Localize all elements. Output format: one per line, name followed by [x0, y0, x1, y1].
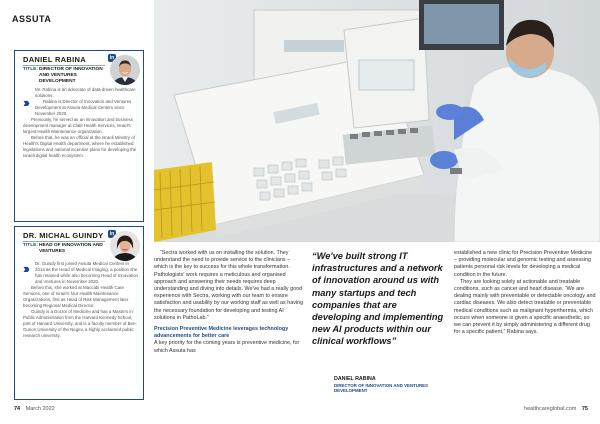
- article-column-1: [154, 250, 305, 355]
- site-url[interactable]: healthcareglobal.com: [524, 406, 577, 412]
- profile-name: DANIEL RABINA: [23, 55, 86, 64]
- article-column-3: [454, 250, 596, 336]
- profile-bio: [23, 261, 139, 339]
- profile-divider: [23, 241, 105, 242]
- footer-left: [14, 406, 55, 412]
- avatar-rabina: [110, 55, 140, 85]
- profile-title: DIRECTOR OF INNOVATION AND VENTURES DEVELOPMENT: [39, 67, 103, 84]
- body-paragraph: They are looking solely at actionable and treatable conditions, such as cancer and heart disease. “We are dealing mainly with preventable or detectable oncology and cardiac diseases. We also detect treatable or preventable medical conditions such as malignant hyperthermia, which occurs when someone is given a specific anaesthetic, so we can prevent it by simply administering a different drug for a specific patient,” Rabina says.: [454, 278, 596, 336]
- bio-paragraph: Guindy is a Doctor of Medicine and has a Masters in Public Administration from the Harvard Kennedy School, part of Harvard University, and is a faculty member of Ben-Gurion University of the Negev, a highly acclaimed public research university.: [23, 309, 137, 338]
- pull-quote: “We've built strong IT infrastructures and a network of innovation around us with many startups and tech companies that are developing and implementing new AI products within our clinical workflows”: [312, 251, 444, 347]
- bio-paragraph: Before this, she worked at Maccabi Health Care Services, one of Israel's four Health Maintenance Organizations, first as Head of Risk Management later becoming Regional Medical Director.: [23, 285, 129, 308]
- profile-title-label: TITLE:: [23, 67, 38, 72]
- profile-card-guindy: [14, 226, 144, 400]
- bio-paragraph: Previously, he served as an innovation and business development manager at Clalit Health Services, Israel's largest Health Maintenance organization.: [23, 117, 133, 134]
- page-number: 75: [581, 406, 588, 412]
- bio-paragraph: Before that, he was an official at the Israeli Ministry of Health's Digital Health department, where he established legislations and national incentive plans for developing the Israeli digital health ecosystem.: [23, 135, 137, 158]
- bio-paragraph: Mr. Rabina is an advocate of data-driven healthcare solutions.: [35, 87, 136, 98]
- profile-bio: [23, 87, 139, 159]
- issue-date: March 2022: [25, 406, 55, 412]
- bio-paragraph: Rabina is Director of Innovation and Ventures Development at Assuta Medical Centers since November 2020.: [35, 99, 132, 116]
- linkedin-icon[interactable]: in: [109, 231, 115, 237]
- linkedin-icon[interactable]: in: [109, 55, 115, 61]
- profile-card-rabina: [14, 50, 144, 222]
- profile-divider: [23, 65, 105, 66]
- profile-name: DR. MICHAL GUINDY: [23, 231, 104, 240]
- footer-right: [524, 406, 588, 412]
- section-label: ASSUTA: [12, 14, 52, 24]
- subheading: Precision Preventive Medicine leverages technology advancements for better care: [154, 326, 289, 340]
- chevron-right-icon: ›››: [23, 95, 27, 110]
- quote-attribution-name: DANIEL RABINA: [334, 376, 376, 382]
- lab-photo: [154, 0, 600, 242]
- quote-attribution-title: DIRECTOR OF INNOVATION AND VENTURES DEVELOPMENT: [334, 383, 428, 394]
- body-paragraph: “Sectra worked with us on installing the solution. They understand the need to provide service to the clinicians – which is the key to success for this whole transformation. Pathologists' work requires a meticulous and organised approach and answering their needs requires deep understanding and diving into details. We've had a really good experience with Sectra, working with our team to ensure satisfaction and usability by our working staff as well as having the necessary foundation for developing and testing AI solutions in PathoLab.”: [154, 250, 304, 321]
- avatar-guindy: [110, 231, 140, 261]
- body-paragraph: A key priority for the coming years is preventive medicine, for which Assuta has: [154, 340, 300, 354]
- bio-paragraph: Dr. Guindy first joined Assuta Medical Centers in 2014 as the Head of Medical Imaging, a position she has retained while also becoming Head of Innovation and Ventures in November 2020.: [35, 261, 139, 284]
- profile-title-label: TITLE:: [23, 243, 38, 248]
- page-number: 74: [14, 406, 21, 412]
- profile-title: HEAD OF INNOVATION AND VENTURES: [39, 243, 103, 254]
- chevron-right-icon: ›››: [23, 261, 27, 276]
- body-paragraph: established a new clinic for Precision Preventive Medicine – providing molecular and genomic testing and assessing patients personal risk levels for developing a medical condition in the future.: [454, 250, 593, 278]
